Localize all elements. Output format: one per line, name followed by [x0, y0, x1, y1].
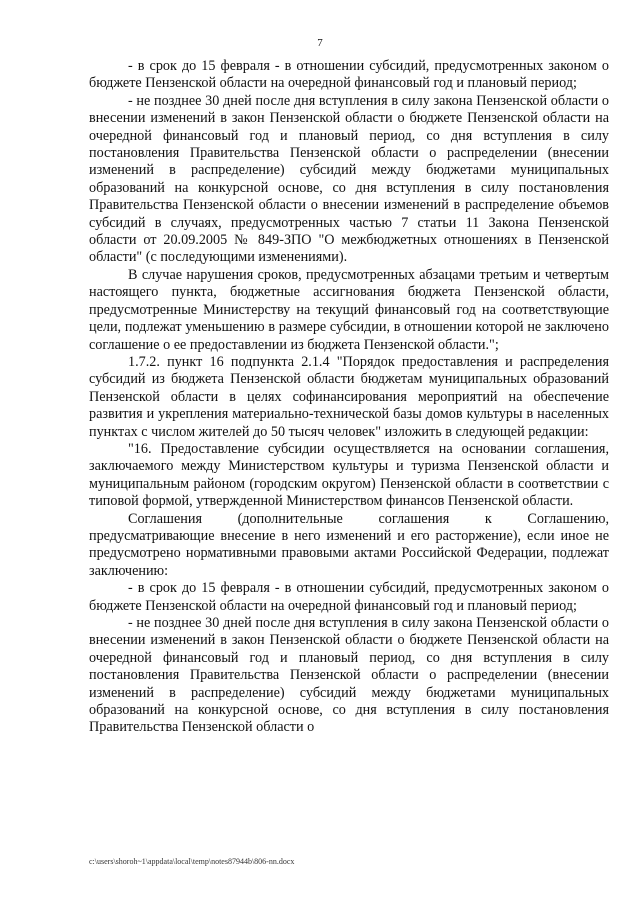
paragraph-deadline-30-days: - не позднее 30 дней после дня вступления в силу закона Пензенской области о внесении изменений в закон Пензенской области о бюджете Пензенской области на очередной финансовый год и плановый период, со дня вступления в силу постановления Правительства Пензенской области о распределении (внесении изменений в распределение) субсидий между бюджетами муниципальных образований на конкурсной основе, со дня вступления в силу постановления Правительства Пензенской области о внесении изменений в распределение объемов субсидий в случаях, предусмотренных частью 7 статьи 11 Закона Пензенской области от 20.09.2005 № 849-ЗПО "О межбюджетных отношениях в Пензенской области" (с последующими изменениями). — [89, 92, 609, 266]
paragraph-deadline-feb15-repeat: - в срок до 15 февраля - в отношении субсидий, предусмотренных законом о бюджете Пензенской области на очередной финансовый год и плановый период; — [89, 580, 609, 614]
paragraph-1-7-2: 1.7.2. пункт 16 подпункта 2.1.4 "Порядок предоставления и распределения субсидий из бюджета Пензенской области бюджетам муниципальных образований Пензенской области в целях софинансирования мероприятий на обеспечение развития и укрепления материально-технической базы домов культуры в населенных пунктах с числом жителей до 50 тысяч человек" изложить в следующей редакции: — [89, 353, 609, 440]
footer-file-path: c:\users\shoroh~1\appdata\local\temp\notes87944b\806-nn.docx — [89, 857, 295, 866]
paragraph-deadline-feb15: - в срок до 15 февраля - в отношении субсидий, предусмотренных законом о бюджете Пензенской области на очередной финансовый год и плановый период; — [89, 58, 609, 92]
paragraph-item-16: "16. Предоставление субсидии осуществляется на основании соглашения, заключаемого между Министерством культуры и туризма Пензенской области и муниципальным районом (городским округом) Пензенской области в соответствии с типовой формой, утвержденной Министерством финансов Пензенской области. — [89, 440, 609, 510]
paragraph-agreements: Соглашения (дополнительные соглашения к Соглашению, предусматривающие внесение в него изменений и его расторжение), если иное не предусмотрено нормативными правовыми актами Российской Федерации, подлежат заключению: — [89, 510, 609, 579]
page-number: 7 — [317, 37, 323, 49]
paragraph-violation: В случае нарушения сроков, предусмотренных абзацами третьим и четвертым настоящего пункта, бюджетные ассигнования бюджета Пензенской области, предусмотренные Министерству на текущий финансовый год на соответствующие цели, подлежат уменьшению в размере субсидии, в отношении которой не заключено соглашение о ее предоставлении из бюджета Пензенской области."; — [89, 266, 609, 353]
document-body — [89, 58, 609, 737]
paragraph-deadline-30-days-repeat: - не позднее 30 дней после дня вступления в силу закона Пензенской области о внесении изменений в закон Пензенской области о бюджете Пензенской области на очередной финансовый год и плановый период, со дня вступления в силу постановления Правительства Пензенской области о распределении (внесении изменений в распределение) субсидий между бюджетами муниципальных образований на конкурсной основе, со дня вступления в силу постановления Правительства Пензенской области о — [89, 615, 609, 736]
